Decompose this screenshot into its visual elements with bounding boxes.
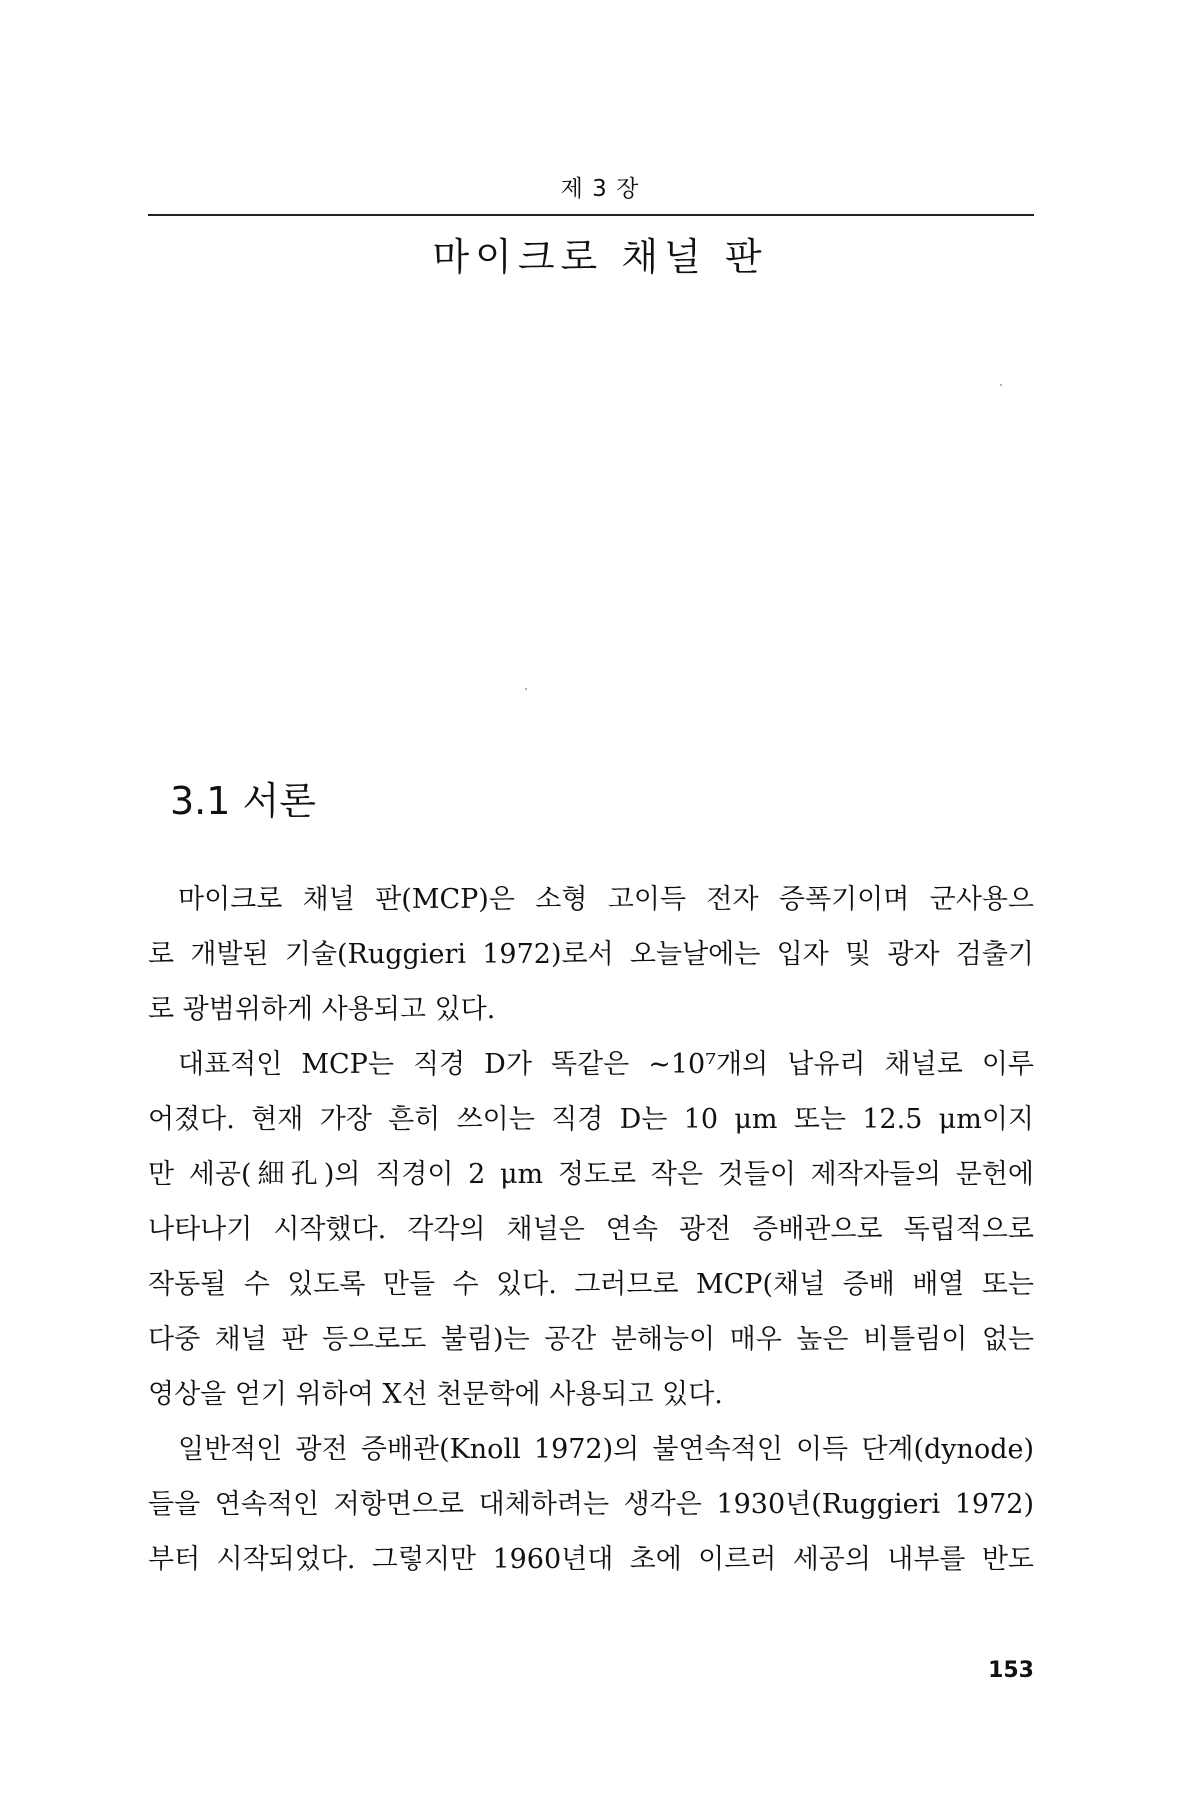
body-line: 나타나기 시작했다. 각각의 채널은 연속 광전 증배관으로 독립적으로	[148, 1214, 1034, 1245]
body-line: 로 광범위하게 사용되고 있다.	[148, 994, 496, 1025]
chapter-title: 마이크로 채널 판	[432, 235, 768, 279]
body-line: 들을 연속적인 저항면으로 대체하려는 생각은 1930년(Ruggieri 1972)	[148, 1489, 1034, 1520]
body-line: 만 세공(細孔)의 직경이 2 μm 정도로 작은 것들이 제작자들의 문헌에	[148, 1159, 1034, 1190]
chapter-label: 제 3 장	[560, 176, 640, 202]
speck-mark	[525, 688, 527, 690]
body-line: 대표적인 MCP는 직경 D가 똑같은 ~10⁷개의 납유리 채널로 이루	[178, 1049, 1034, 1080]
body-line: 마이크로 채널 판(MCP)은 소형 고이득 전자 증폭기이며 군사용으	[178, 884, 1034, 915]
body-text	[148, 872, 1034, 1587]
body-line: 영상을 얻기 위하여 X선 천문학에 사용되고 있다.	[148, 1379, 723, 1410]
chapter-rule	[148, 214, 1034, 216]
speck-mark	[1000, 384, 1002, 386]
body-line: 다중 채널 판 등으로도 불림)는 공간 분해능이 매우 높은 비틀림이 없는	[148, 1324, 1034, 1355]
page-number: 153	[988, 1658, 1034, 1683]
body-line: 부터 시작되었다. 그렇지만 1960년대 초에 이르러 세공의 내부를 반도	[148, 1544, 1034, 1575]
body-line: 작동될 수 있도록 만들 수 있다. 그러므로 MCP(채널 증배 배열 또는	[148, 1269, 1034, 1300]
body-line: 로 개발된 기술(Ruggieri 1972)로서 오늘날에는 입자 및 광자 검출기	[148, 939, 1034, 970]
section-heading: 3.1 서론	[170, 779, 316, 823]
body-line: 어졌다. 현재 가장 흔히 쓰이는 직경 D는 10 μm 또는 12.5 μm이지	[148, 1104, 1034, 1135]
body-line: 일반적인 광전 증배관(Knoll 1972)의 불연속적인 이득 단계(dynode)	[178, 1434, 1034, 1465]
